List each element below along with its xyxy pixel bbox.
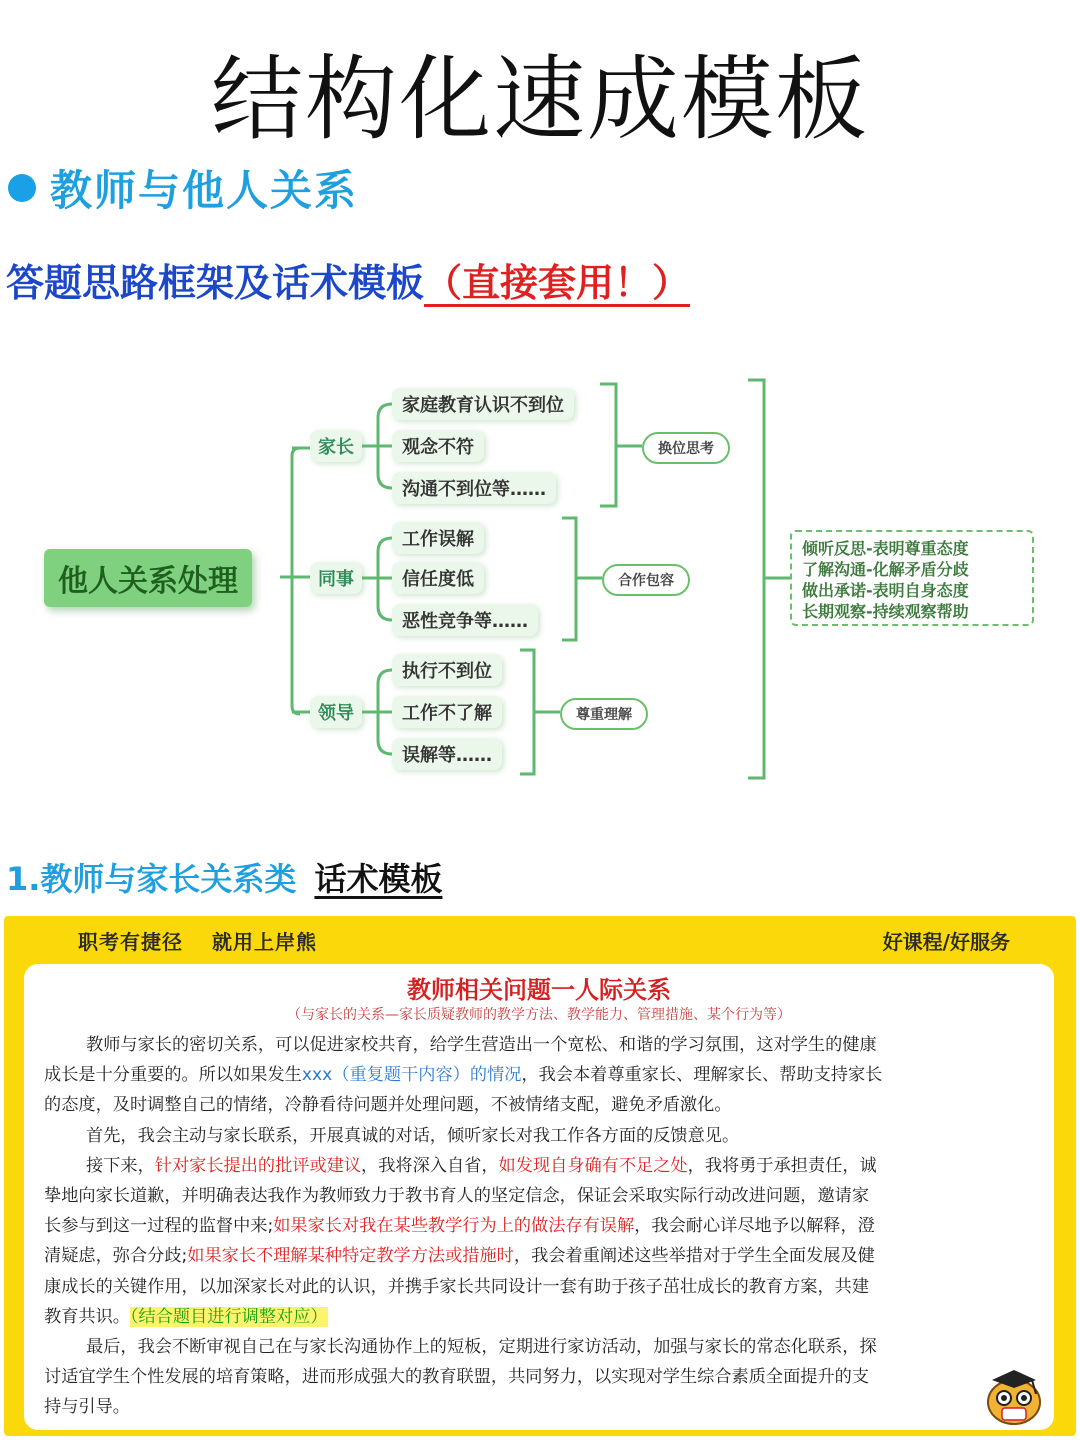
card-title: 教师相关问题一人际关系 (407, 976, 671, 1004)
section2-title: 1.教师与家长关系类 (6, 860, 297, 898)
bracket-1 (600, 384, 616, 506)
text-line: 清疑虑，弥合分歧;如果家长不理解某种特定教学方法或措施时，我会着重阐述这些举措对于学生全面发展及健 (44, 1246, 875, 1267)
section-title: 教师与他人关系 (50, 166, 359, 215)
text-line: 接下来，针对家长提出的批评或建议，我将深入自省，如发现自身确有不足之处，我将勇于承担责任，诚 (86, 1155, 877, 1176)
text-line: 康成长的关键作用，以加深家长对此的认识，并携手家长共同设计一套有助于孩子茁壮成长的教育方案，共建 (44, 1276, 870, 1297)
summary-line: 长期观察-持续观察帮助 (802, 602, 969, 621)
bracket-3 (520, 650, 534, 774)
text-line: 最后，我会不断审视自己在与家长沟通协作上的短板，定期进行家访活动，加强与家长的常态化联系，探 (86, 1336, 877, 1357)
card-body (44, 1030, 1044, 1422)
bracket-2 (562, 518, 576, 640)
summary-box (790, 530, 1034, 626)
card-paper (24, 964, 1054, 1430)
text-line: 长参与到这一过程的监督中来;如果家长对我在某些教学行为上的做法存有误解，我会耐心详尽地予以解释，澄 (44, 1216, 875, 1237)
tag-perspective: 换位思考 (642, 432, 730, 464)
page-title: 结构化速成模板 (210, 46, 869, 153)
leaf-item: 家庭教育认识不到位 (392, 388, 574, 420)
section2-heading (6, 854, 442, 900)
leaf-item: 观念不符 (392, 430, 484, 462)
leaf-item: 恶性竞争等…… (392, 604, 538, 636)
card-subtitle: （与家长的关系—家长质疑教师的教学方法、教学能力、管理措施、某个行为等） (287, 1007, 791, 1023)
root-node: 他人关系处理 (44, 549, 252, 607)
leaf-item: 沟通不到位等…… (392, 472, 556, 504)
leaf-item: 执行不到位 (392, 654, 502, 686)
text-line: 成长是十分重要的。所以如果发生xxx（重复题干内容）的情况，我会本着尊重家长、理解家长、帮助支持家长 (44, 1065, 883, 1086)
leaf-item: 误解等…… (392, 738, 502, 770)
bullet-dot-icon (8, 174, 36, 202)
template-card (4, 916, 1076, 1436)
section2-underline: 话术模板 (314, 860, 443, 898)
text-line: 讨适宜学生个性发展的培育策略，进而形成强大的教育联盟，共同努力，以实现对学生综合素质全面提升的支 (44, 1367, 870, 1388)
subtitle-highlight: （直接套用！） (424, 261, 691, 305)
summary-line: 了解沟通-化解矛盾分歧 (802, 560, 969, 579)
text-line: 首先，我会主动与家长联系，开展真诚的对话，倾听家长对我工作各方面的反馈意见。 (86, 1125, 740, 1146)
text-line: 挚地向家长道歉，并明确表达我作为教师致力于教书育人的坚定信念，保证会采取实际行动改进问题，邀请家 (44, 1185, 870, 1206)
text-line: 持与引导。 (44, 1397, 130, 1418)
leaf-item: 工作误解 (392, 522, 484, 554)
bracket-big (748, 380, 764, 778)
subtitle-main: 答题思路框架及话术模板 (6, 261, 425, 305)
leaf-item: 信任度低 (392, 562, 484, 594)
summary-line: 倾听反思-表明尊重态度 (802, 539, 969, 558)
card-header-left: 职考有捷径 就用上岸熊 (78, 930, 317, 954)
section-heading-relations (8, 158, 358, 218)
subtitle (6, 252, 690, 307)
bear-mascot-icon (982, 1366, 1046, 1426)
connector-root-spine (292, 448, 300, 714)
text-line: 教师与家长的密切关系，可以促进家校共育，给学生营造出一个宽松、和谐的学习氛围，这对学生的健康 (86, 1035, 877, 1055)
summary-line: 做出承诺-表明自身态度 (802, 581, 969, 600)
tag-cooperation: 合作包容 (602, 564, 690, 596)
branch-leaders: 领导 (310, 696, 362, 728)
text-line: 教育共识。（结合题目进行调整对应） (44, 1306, 328, 1327)
branch-colleagues: 同事 (310, 562, 362, 594)
card-header-right: 好课程/好服务 (882, 930, 1010, 954)
text-line: 的态度，及时调整自己的情绪，冷静看待问题并处理问题，不被情绪支配，避免矛盾激化。 (44, 1095, 732, 1116)
leaf-item: 工作不了解 (392, 696, 502, 728)
mind-map (0, 360, 1080, 800)
branch-parents: 家长 (310, 430, 362, 462)
tag-respect: 尊重理解 (560, 698, 648, 730)
